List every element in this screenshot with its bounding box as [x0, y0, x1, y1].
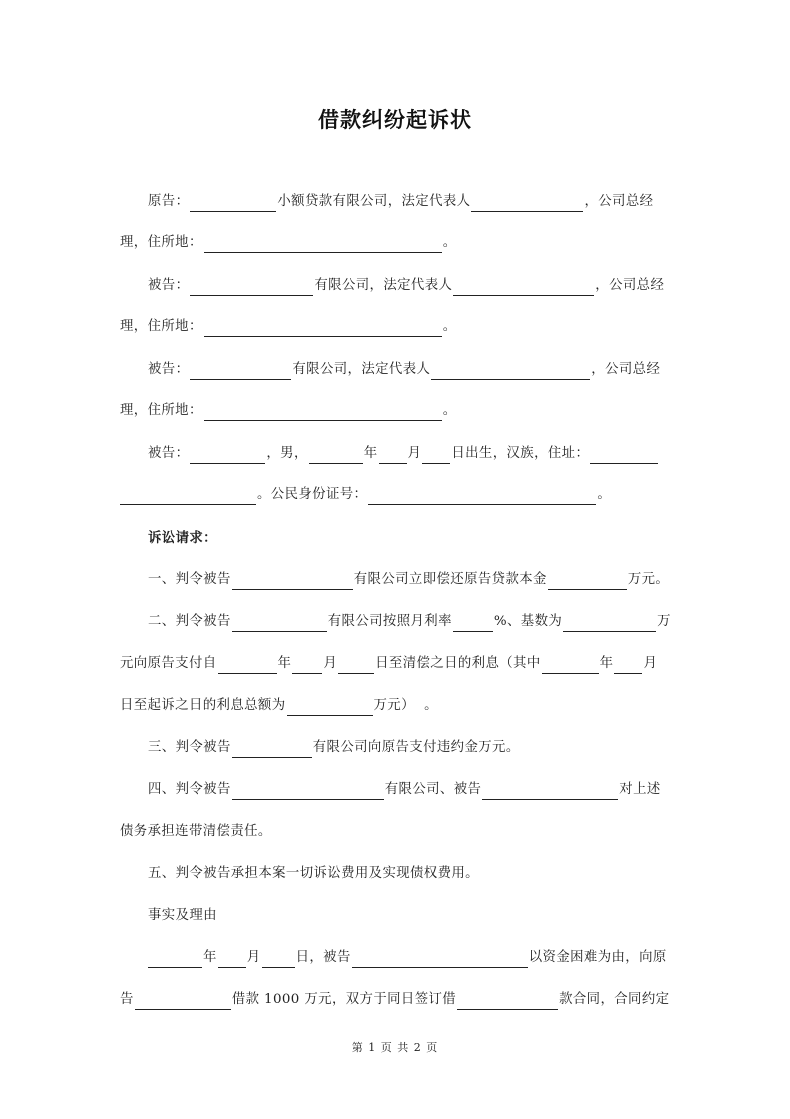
- text: 对上述: [619, 782, 661, 797]
- text: 原告：: [148, 194, 190, 209]
- text: 月: [323, 656, 338, 671]
- blank-field[interactable]: [548, 574, 627, 590]
- defendant-2-line: [148, 360, 660, 380]
- text: 日至起诉之日的利息总额为: [120, 698, 286, 713]
- text: 理，住所地：: [120, 235, 203, 250]
- blank-field[interactable]: [232, 784, 384, 800]
- blank-field[interactable]: [338, 658, 374, 674]
- defendant-2-address-line: [120, 401, 457, 421]
- blank-field[interactable]: [431, 364, 590, 380]
- text: 年: [599, 656, 614, 671]
- text: 债务承担连带清偿责任。: [120, 824, 272, 839]
- text: 理，住所地：: [120, 403, 203, 418]
- blank-field[interactable]: [218, 952, 246, 968]
- text: 月: [246, 950, 261, 965]
- blank-field[interactable]: [232, 616, 327, 632]
- text: 被告：: [148, 278, 190, 293]
- text: 一、判令被告: [148, 572, 231, 587]
- defendant-3-id-line: [120, 485, 611, 505]
- blank-field[interactable]: [190, 364, 291, 380]
- blank-field[interactable]: [590, 448, 658, 464]
- facts-line-2: [120, 990, 669, 1010]
- blank-field[interactable]: [352, 952, 528, 968]
- blank-field[interactable]: [368, 489, 596, 505]
- blank-field[interactable]: [148, 952, 202, 968]
- text: 元向原告支付自: [120, 656, 217, 671]
- blank-field[interactable]: [453, 280, 594, 296]
- text: 有限公司按照月利率: [327, 614, 452, 629]
- blank-field[interactable]: [563, 616, 656, 632]
- text: 被告：: [148, 446, 190, 461]
- text: 万元） 。: [373, 698, 438, 713]
- blank-field[interactable]: [262, 952, 295, 968]
- plaintiff-address-line: [120, 233, 457, 253]
- blank-field[interactable]: [453, 616, 493, 632]
- facts-heading: [148, 906, 217, 926]
- blank-field[interactable]: [471, 196, 583, 212]
- blank-field[interactable]: [292, 658, 322, 674]
- blank-field[interactable]: [457, 994, 558, 1010]
- text: 有限公司立即偿还原告贷款本金: [353, 572, 547, 587]
- text: ，公司总经: [591, 362, 661, 377]
- blank-field[interactable]: [218, 658, 277, 674]
- blank-field[interactable]: [135, 994, 231, 1010]
- document-title: 借款纠纷起诉状: [318, 107, 472, 132]
- text: 告: [120, 992, 134, 1007]
- text: ，公司总经: [595, 278, 665, 293]
- blank-field[interactable]: [120, 489, 256, 505]
- plaintiff-line: [148, 192, 653, 212]
- blank-field[interactable]: [482, 784, 618, 800]
- text: 有限公司向原告支付违约金万元。: [312, 740, 520, 755]
- text: 年: [203, 950, 217, 965]
- text: 有限公司，法定代表人: [292, 362, 431, 377]
- claim-4: [148, 780, 661, 800]
- blank-field[interactable]: [204, 405, 442, 421]
- claims-heading: [148, 528, 217, 548]
- claim-2: [148, 612, 671, 632]
- blank-field[interactable]: [309, 448, 363, 464]
- text: 二、判令被告: [148, 614, 231, 629]
- blank-field[interactable]: [204, 321, 442, 337]
- text: 有限公司，法定代表人: [314, 278, 453, 293]
- text: ，男，: [266, 446, 308, 461]
- claim-3: [148, 738, 520, 758]
- text: 事实及理由: [148, 908, 217, 923]
- text: 。公民身份证号：: [257, 487, 368, 502]
- text: 四、判令被告: [148, 782, 231, 797]
- blank-field[interactable]: [287, 700, 373, 716]
- text: 月: [643, 656, 658, 671]
- text: 。: [597, 487, 612, 502]
- blank-field[interactable]: [614, 658, 642, 674]
- text: 小额贷款有限公司，法定代表人: [277, 194, 471, 209]
- defendant-3-line: [148, 444, 659, 464]
- text: 五、判令被告承担本案一切诉讼费用及实现债权费用。: [148, 866, 479, 881]
- text: %、基数为: [493, 614, 563, 629]
- blank-field[interactable]: [190, 280, 313, 296]
- claim-2-cont: [120, 654, 657, 674]
- text: 款合同，合同约定: [559, 992, 670, 1007]
- blank-field[interactable]: [190, 448, 265, 464]
- blank-field[interactable]: [379, 448, 407, 464]
- text: 理，住所地：: [120, 319, 203, 334]
- text: 日出生，汉族，住址：: [451, 446, 590, 461]
- claim-2-cont-2: [120, 696, 438, 716]
- text: ，公司总经: [584, 194, 654, 209]
- text: 年: [277, 656, 292, 671]
- blank-field[interactable]: [542, 658, 599, 674]
- blank-field[interactable]: [204, 237, 442, 253]
- blank-field[interactable]: [232, 574, 353, 590]
- defendant-1-address-line: [120, 317, 457, 337]
- blank-field[interactable]: [422, 448, 450, 464]
- text: 日至清偿之日的利息（其中: [375, 656, 541, 671]
- text: 以资金困难为由，向原: [528, 950, 667, 965]
- text: 日，被告: [295, 950, 351, 965]
- text: 万元。: [627, 572, 670, 587]
- text: 借款 1000 万元，双方于同日签订借: [231, 992, 457, 1007]
- blank-field[interactable]: [190, 196, 276, 212]
- claim-4-cont: [120, 822, 272, 842]
- text: 年: [363, 446, 378, 461]
- text: 。: [442, 235, 457, 250]
- text: 被告：: [148, 362, 190, 377]
- facts-line-1: [148, 948, 667, 968]
- text: 。: [442, 403, 457, 418]
- text: 月: [407, 446, 422, 461]
- defendant-1-line: [148, 276, 664, 296]
- text: 三、判令被告: [148, 740, 231, 755]
- claim-5: [148, 864, 479, 884]
- text: 诉讼请求：: [148, 530, 217, 546]
- text: 。: [442, 319, 457, 334]
- claim-1: [148, 570, 669, 590]
- blank-field[interactable]: [232, 742, 312, 758]
- text: 万: [657, 614, 671, 629]
- text: 有限公司、被告: [384, 782, 482, 797]
- page-number: 第 1 页 共 2 页: [351, 1041, 439, 1054]
